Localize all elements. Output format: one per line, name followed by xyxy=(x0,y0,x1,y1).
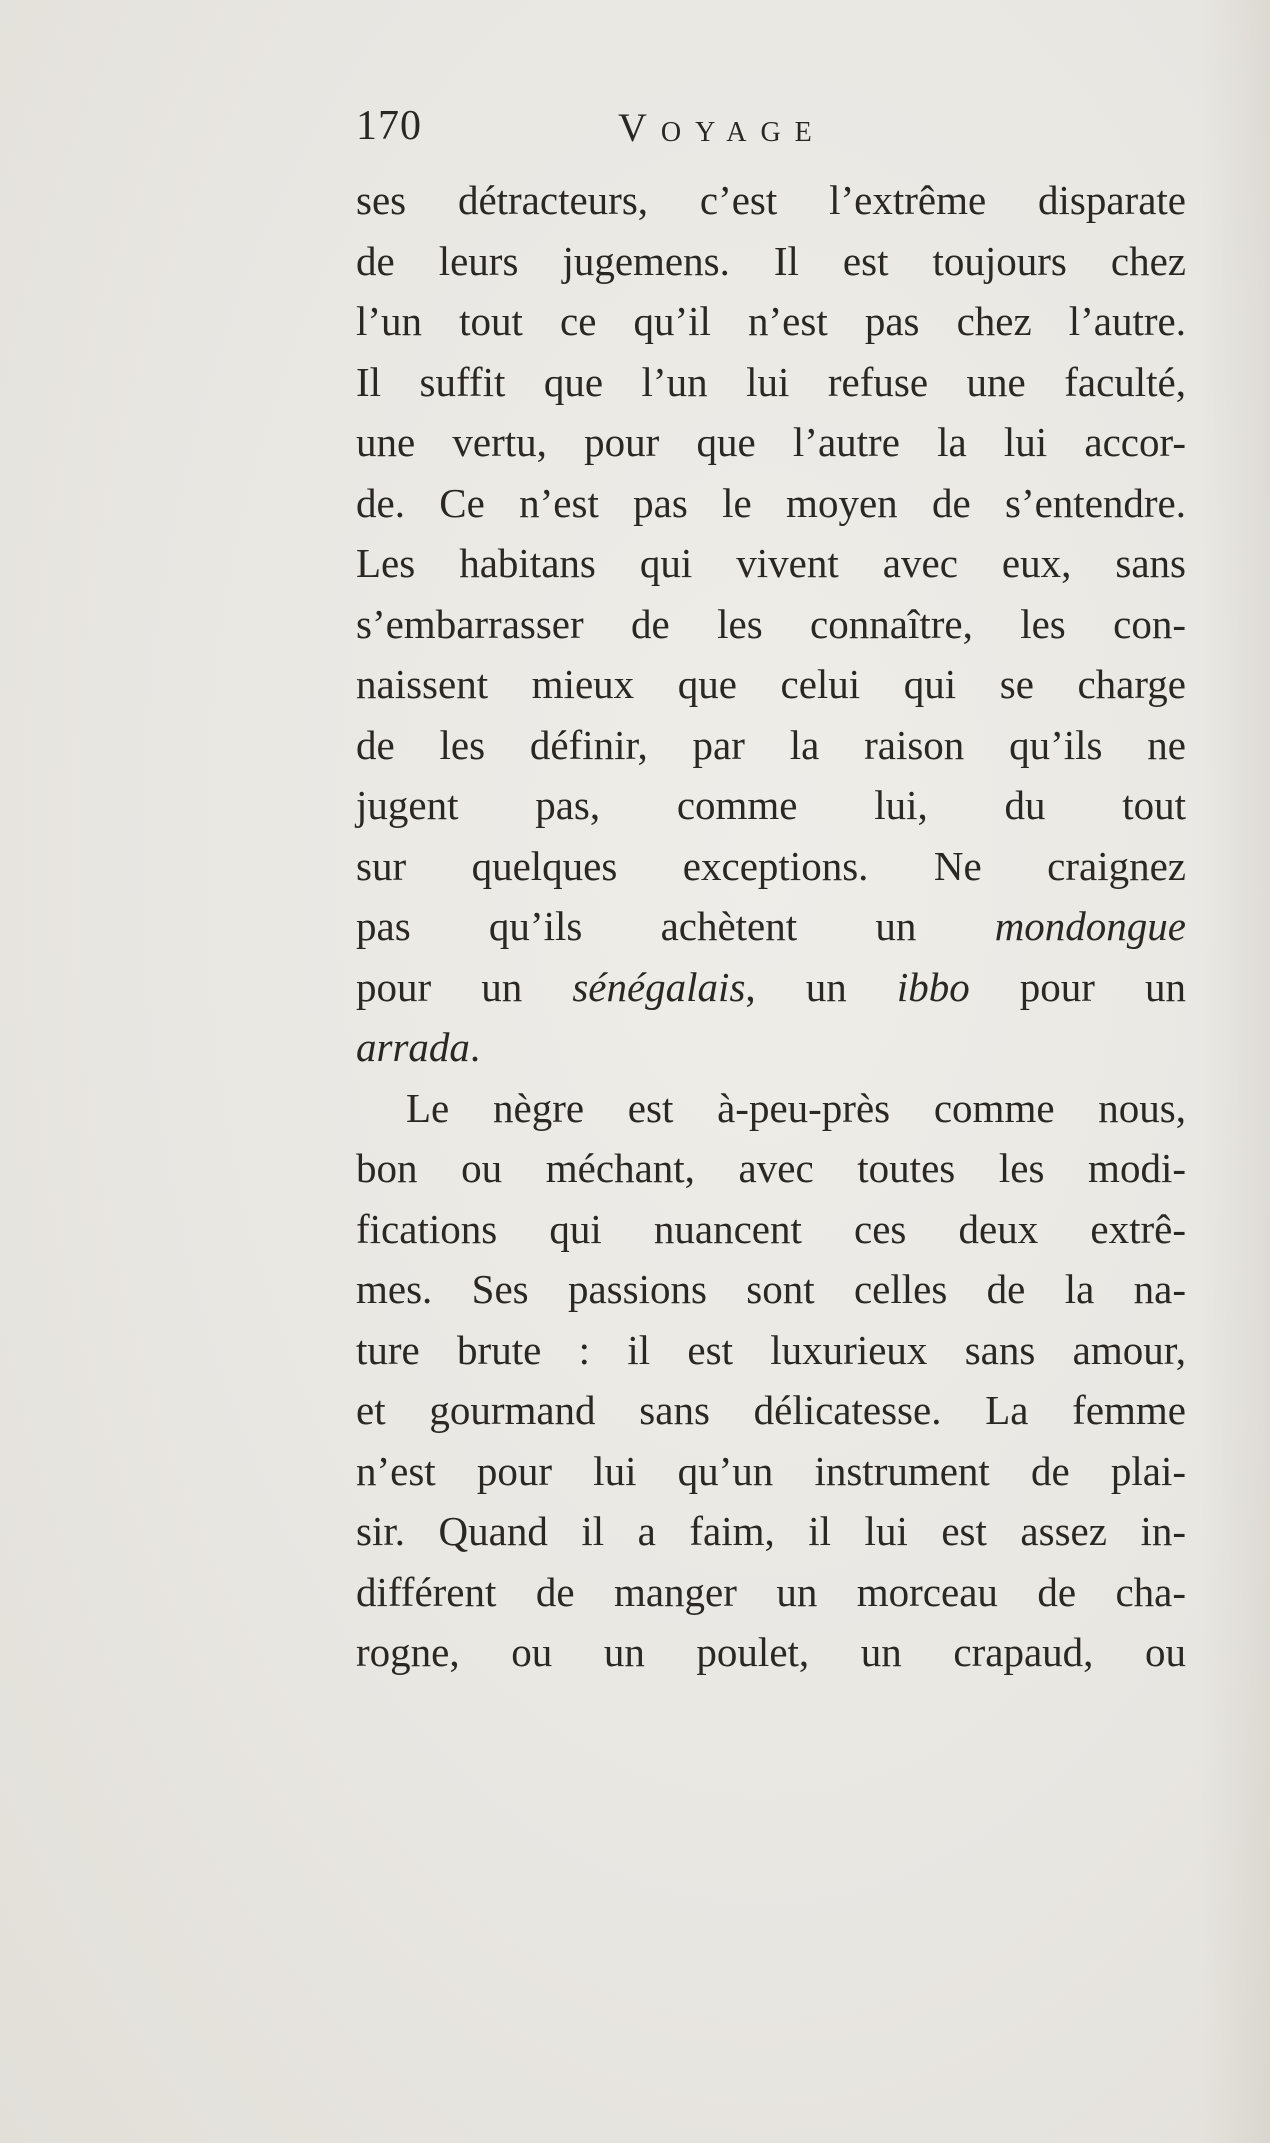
text-line: de les définir, par la raison qu’ils ne xyxy=(356,721,1186,768)
text-line: ture brute : il est luxurieux sans amour, xyxy=(356,1326,1186,1373)
text-line: bon ou méchant, avec toutes les modi- xyxy=(356,1145,1186,1191)
text-segment: pour un xyxy=(1019,963,1187,1010)
italic-term: sénégalais xyxy=(572,963,746,1010)
text-line: naissent mieux que celui qui se charge xyxy=(356,661,1186,707)
text-segment: . xyxy=(469,1024,481,1070)
italic-term: mondongue xyxy=(994,903,1186,949)
text-line: et gourmand sans délicatesse. La femme xyxy=(356,1387,1186,1433)
page-edge-shadow xyxy=(1200,0,1270,2143)
text-line: différent de manger un morceau de cha- xyxy=(356,1568,1186,1615)
text-segment: , un xyxy=(745,963,847,1010)
text-line: n’est pour lui qu’un instrument de plai- xyxy=(356,1447,1186,1494)
text-line: sir. Quand il a faim, il lui est assez in- xyxy=(356,1508,1186,1554)
text-segment: pas qu’ils achètent un xyxy=(356,903,917,949)
page-number: 170 xyxy=(356,103,422,149)
text-line: ses détracteurs, c’est l’extrême disparate xyxy=(356,177,1186,223)
italic-term: arrada xyxy=(356,1024,470,1070)
text-line: mes. Ses passions sont celles de la na- xyxy=(356,1266,1186,1312)
italic-term: ibbo xyxy=(896,963,970,1010)
text-line: une vertu, pour que l’autre la lui accor- xyxy=(356,419,1186,465)
running-title: Voyage xyxy=(618,105,826,150)
text-line xyxy=(356,957,1186,1018)
text-line: l’un tout ce qu’il n’est pas chez l’autre. xyxy=(356,298,1186,344)
running-head xyxy=(356,102,916,162)
text-line: rogne, ou un poulet, un crapaud, ou xyxy=(356,1629,1186,1675)
text-segment: pour un xyxy=(356,963,523,1010)
text-line xyxy=(356,896,1186,957)
text-line: Il suffit que l’un lui refuse une faculté, xyxy=(356,358,1186,405)
text-line: s’embarrasser de les connaître, les con- xyxy=(356,600,1186,647)
text-line: jugent pas, comme lui, du tout xyxy=(356,782,1186,828)
text-line: sur quelques exceptions. Ne craignez xyxy=(356,842,1186,889)
body-text xyxy=(356,170,1186,1683)
text-line: Les habitans qui vivent avec eux, sans xyxy=(356,540,1186,586)
text-line xyxy=(356,1017,1186,1078)
text-line: Le nègre est à-peu-près comme nous, xyxy=(406,1084,1186,1131)
text-line: de. Ce n’est pas le moyen de s’entendre. xyxy=(356,479,1186,526)
text-line: de leurs jugemens. Il est toujours chez xyxy=(356,237,1186,284)
text-line: fications qui nuancent ces deux extrê- xyxy=(356,1205,1186,1252)
